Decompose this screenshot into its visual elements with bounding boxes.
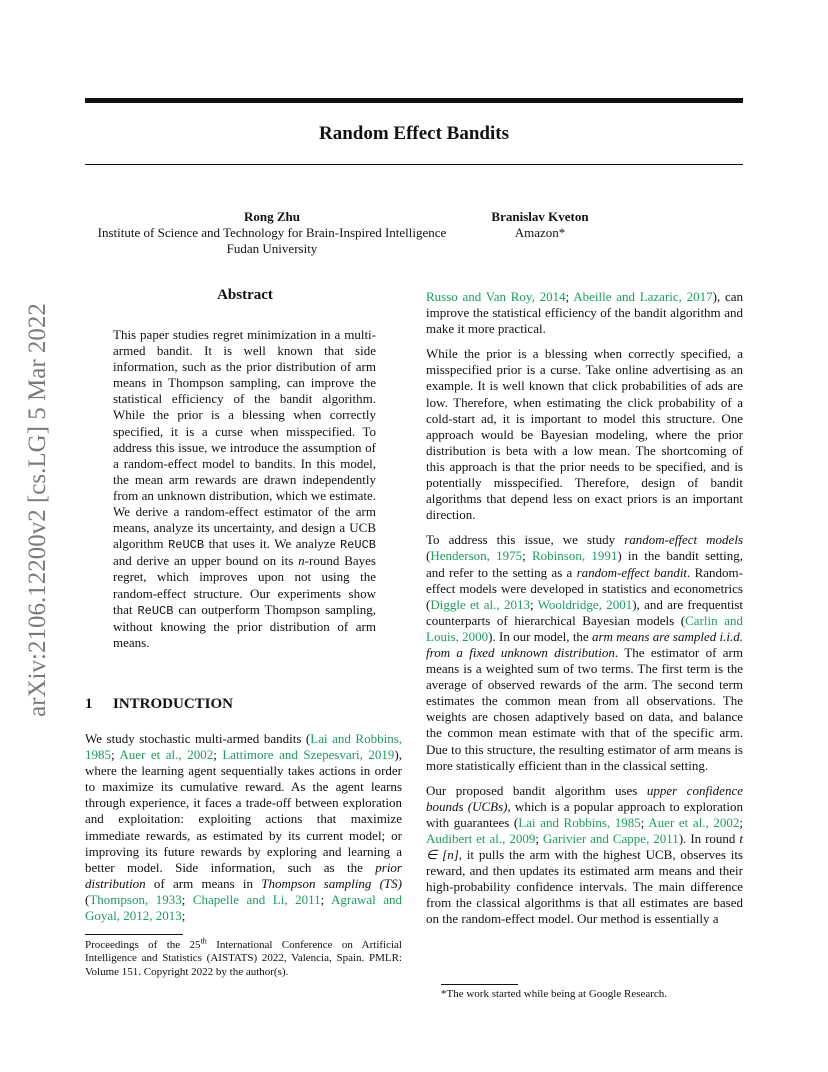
author-name: Rong Zhu [244, 209, 300, 224]
author-affiliation: Institute of Science and Technology for Brain-Inspired Intelligence [97, 225, 447, 240]
paragraph: To address this issue, we study random-effect models (Henderson, 1975; Robinson, 1991) in the bandit setting, and refer to the setting as a random-effect bandit. Random-effect models were developed in statistics and econometrics (Diggle et al., 2013; Wooldridge, 2001), and are frequentist counterparts of hierarchical Bayesian models (Carlin and Louis, 2000). In our model, the arm means are sampled i.i.d. from a fixed unknown distribution. The estimator of arm means is a weighted sum of two terms. The first term is the average of observed rewards of the arm. The second term estimates the common mean from all observations. The weights are chosen adaptively based on data, and balance the common mean estimate with that of the specific arm. Due to this structure, the resulting estimator of arm means is more statistically efficient than in the classical setting. [426, 532, 744, 773]
citation-link[interactable]: Carlin and Louis, 2000 [426, 612, 744, 644]
author-affiliation: Fudan University [226, 241, 318, 256]
paragraph: Our proposed bandit algorithm uses upper confidence bounds (UCBs), which is a popular approach to exploration with guarantees (Lai and Robbins, 1985; Auer et al., 2002; Audibert et al., 2009; Garivier and Cappe, 2011). In round t ∈ [n], it pulls the arm with the highest UCB, observes its reward, and then updates its estimated arm means and their high-probability confidence intervals. The main difference from the classical algorithms is that all estimates are based on the random-effect model. Our method is essentially a [426, 782, 744, 927]
author-footnote: *The work started while being at Google Research. [441, 988, 668, 1000]
author-block-1 [72, 209, 472, 257]
citation-link[interactable]: Auer et al., 2002 [119, 747, 214, 763]
citation-link[interactable]: Lai and Robbins, 1985 [518, 814, 641, 830]
citation-link[interactable]: Lattimore and Szepesvari, 2019 [222, 747, 395, 763]
citation-link[interactable]: Audibert et al., 2009 [426, 831, 536, 846]
paragraph: Russo and Van Roy, 2014; Abeille and Lazaric, 2017), can improve the statistical efficiency of the bandit algorithm and make it more practical. [426, 289, 744, 337]
author-name: Branislav Kveton [491, 209, 589, 224]
footnote-rule [85, 934, 183, 935]
citation-link[interactable]: Russo and Van Roy, 2014 [426, 289, 566, 304]
citation-link[interactable]: Agrawal and Goyal, 2012, 2013 [85, 891, 403, 924]
citation-link[interactable]: Wooldridge, 2001 [537, 596, 633, 612]
citation-link[interactable]: Thompson, 1933 [89, 891, 182, 907]
citation-link[interactable]: Abeille and Lazaric, 2017 [573, 289, 713, 304]
abstract-heading: Abstract [217, 287, 273, 303]
paragraph: While the prior is a blessing when correctly specified, a misspecified prior is a curse. Take online advertising as an example. It is well known that click probabilities of ads are low. Therefore, when estimating the click probability of a cold-start ad, it is important to model this structure. One approach would be Bayesian modeling, where the prior distribution is beta with a low mean. The shortcoming of this approach is that the prior needs to be specified, and is potentially misspecified. Therefore, design of bandit algorithms that depend less on exact priors is an important direction. [426, 346, 743, 523]
citation-link[interactable]: Garivier and Cappe, 2011 [542, 831, 679, 846]
citation-link[interactable]: Auer et al., 2002 [648, 814, 740, 830]
citation-link[interactable]: Diggle et al., 2013 [430, 596, 530, 612]
citation-link[interactable]: Chapelle and Li, 2011 [192, 891, 321, 907]
right-column [426, 289, 743, 937]
title-rule-top [85, 98, 743, 103]
arxiv-identifier: arXiv:2106.12200v2 [cs.LG] 5 Mar 2022 [24, 303, 51, 717]
author-affiliation: Amazon* [514, 225, 566, 240]
citation-link[interactable]: Robinson, 1991 [532, 548, 618, 564]
intro-paragraph: We study stochastic multi-armed bandits (Lai and Robbins, 1985; Auer et al., 2002; Lattimore and Szepesvari, 2019), where the learning agent sequentially takes actions in order to maximize its cumulative reward. As the agent learns through experience, it faces a trade-off between exploration and exploitation: exploiting actions that maximize immediate rewards, as estimated by its current model; or improving its future rewards by exploring and learning a better model. Side information, such as the prior distribution of arm means in Thompson sampling (TS) (Thompson, 1933; Chapelle and Li, 2011; Agrawal and Goyal, 2012, 2013; [85, 731, 403, 924]
title-rule-bottom [85, 164, 743, 165]
author-block-2 [470, 209, 610, 241]
citation-link[interactable]: Henderson, 1975 [430, 548, 523, 564]
citation-link[interactable]: Lai and Robbins, 1985 [85, 731, 403, 763]
footnote-rule [441, 984, 518, 985]
section-heading: 1 INTRODUCTION [85, 696, 234, 712]
proceedings-footnote: Proceedings of the 25th International Conference on Artificial Intelligence and Statistics (AISTATS) 2022, Valencia, Spain. PMLR: Volume 151. Copyright 2022 by the author(s). [85, 936, 402, 978]
abstract-body: This paper studies regret minimization in a multi-armed bandit. It is well known that side information, such as the prior distribution of arm means in Thompson sampling, can improve the statistical efficiency of the bandit algorithm. While the prior is a blessing when correctly specified, it is a curse when misspecified. To address this issue, we introduce the assumption of a random-effect model to bandits. In this model, the mean arm rewards are drawn independently from an unknown distribution, which we estimate. We derive a random-effect estimator of the arm means, analyze its uncertainty, and design a UCB algorithm ReUCB that uses it. We analyze ReUCB and derive an upper bound on its n-round Bayes regret, which improves upon not using the random-effect structure. Our experiments show that ReUCB can outperform Thompson sampling, without knowing the prior distribution of arm means. [113, 327, 377, 650]
paper-title: Random Effect Bandits [318, 123, 509, 144]
